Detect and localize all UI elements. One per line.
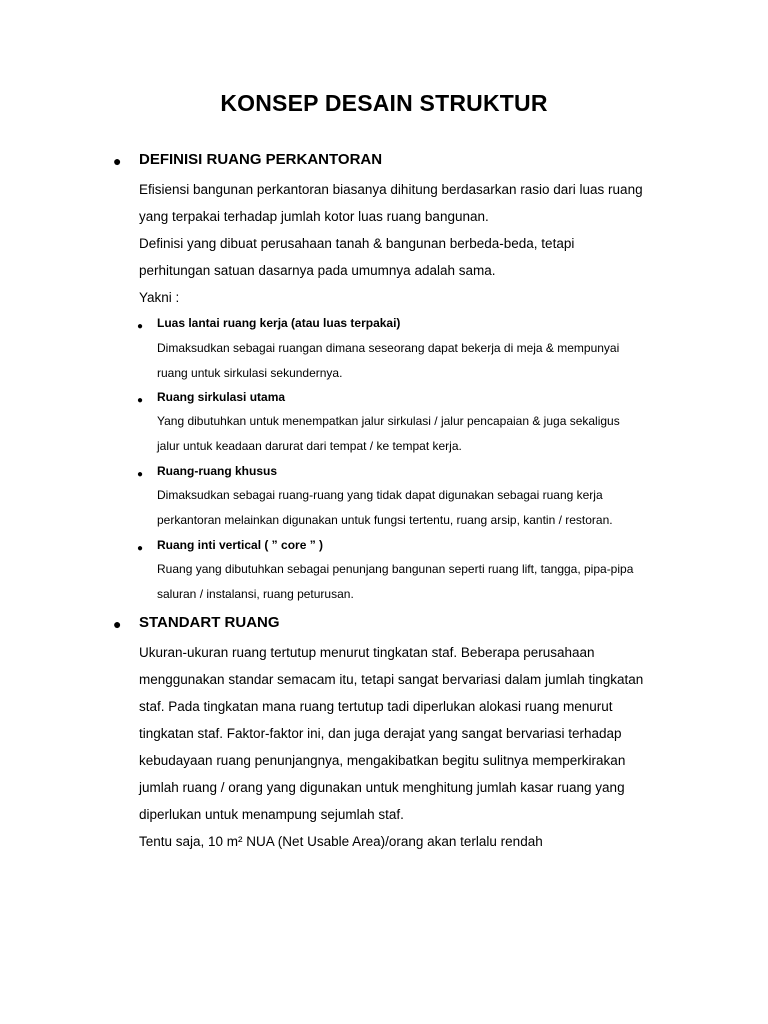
sub-item-title: Ruang inti vertical ( ” core ” ) [157, 538, 324, 552]
sub-item-line: perkantoran melainkan digunakan untuk fungsi tertentu, ruang arsip, kantin / restoran. [157, 513, 613, 527]
sub-item-text [157, 557, 633, 607]
sub-bullet: ● [137, 469, 144, 480]
section-heading-definisi: DEFINISI RUANG PERKANTORAN [139, 151, 383, 168]
paragraph-line: jumlah ruang / orang yang digunakan untuk menghitung jumlah kasar ruang yang [139, 780, 625, 795]
sub-item-line: ruang untuk sirkulasi sekundernya. [157, 366, 343, 380]
sub-item-title: Ruang-ruang khusus [157, 464, 278, 478]
section-heading-standart: STANDART RUANG [139, 614, 280, 631]
paragraph-line: tingkatan staf. Faktor-faktor ini, dan juga derajat yang sangat bervariasi terhadap [139, 726, 622, 741]
paragraph-line: Tentu saja, 10 m² NUA (Net Usable Area)/orang akan terlalu rendah [139, 834, 543, 849]
sub-item-text [157, 409, 620, 459]
paragraph-line: Yakni : [139, 290, 180, 305]
sub-item-text [157, 336, 619, 386]
paragraph-line: Efisiensi bangunan perkantoran biasanya dihitung berdasarkan rasio dari luas ruang [139, 182, 643, 197]
sub-item-title: Ruang sirkulasi utama [157, 390, 286, 404]
paragraph-line: Definisi yang dibuat perusahaan tanah & bangunan berbeda-beda, tetapi [139, 236, 575, 251]
sub-item-text [157, 483, 613, 533]
sub-item-line: Yang dibutuhkan untuk menempatkan jalur sirkulasi / jalur pencapaian & juga sekaligus [157, 414, 620, 428]
sub-item-line: Dimaksudkan sebagai ruang-ruang yang tidak dapat digunakan sebagai ruang kerja [157, 488, 603, 502]
section-bullet: ● [113, 616, 122, 632]
sub-item-line: Ruang yang dibutuhkan sebagai penunjang bangunan seperti ruang lift, tangga, pipa-pipa [157, 562, 634, 576]
sub-bullet: ● [137, 543, 144, 554]
sub-item-line: saluran / instalansi, ruang peturusan. [157, 587, 354, 601]
paragraph-line: perhitungan satuan dasarnya pada umumnya adalah sama. [139, 263, 496, 278]
paragraph-line: menggunakan standar semacam itu, tetapi sangat bervariasi dalam jumlah tingkatan [139, 672, 644, 687]
paragraph-line: Ukuran-ukuran ruang tertutup menurut tingkatan staf. Beberapa perusahaan [139, 645, 595, 660]
section1-paragraph [139, 176, 643, 311]
paragraph-line: kebudayaan ruang penunjangnya, mengakibatkan begitu sulitnya memperkirakan [139, 753, 626, 768]
sub-item-line: jalur untuk keadaan darurat dari tempat / ke tempat kerja. [157, 439, 462, 453]
sub-bullet: ● [137, 395, 144, 406]
page-title: KONSEP DESAIN STRUKTUR [220, 90, 548, 116]
section2-paragraph [139, 639, 643, 855]
paragraph-line: staf. Pada tingkatan mana ruang tertutup tadi diperlukan alokasi ruang menurut [139, 699, 613, 714]
paragraph-line: diperlukan untuk menampung sejumlah staf. [139, 807, 404, 822]
section-bullet: ● [113, 153, 122, 169]
sub-item-line: Dimaksudkan sebagai ruangan dimana seseorang dapat bekerja di meja & mempunyai [157, 341, 620, 355]
sub-item-title: Luas lantai ruang kerja (atau luas terpakai) [157, 316, 401, 330]
sub-bullet: ● [137, 321, 144, 332]
paragraph-line: yang terpakai terhadap jumlah kotor luas ruang bangunan. [139, 209, 489, 224]
